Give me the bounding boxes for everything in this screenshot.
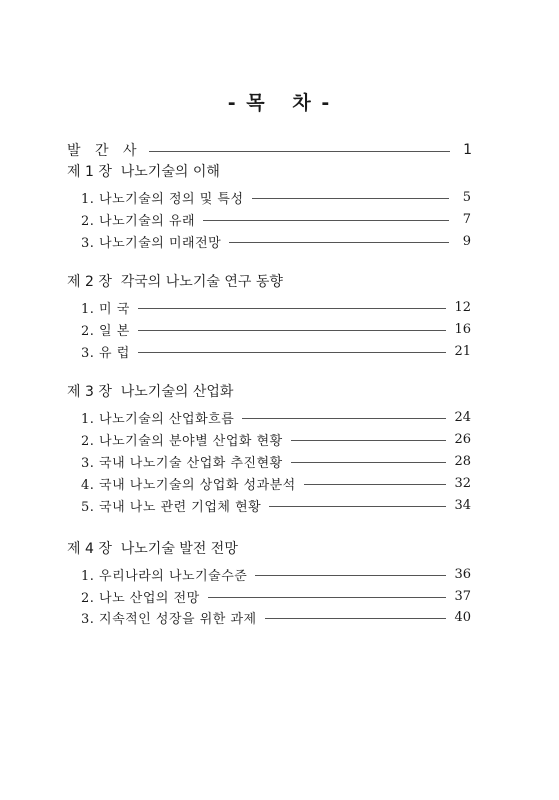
toc-page-number: 7: [462, 211, 471, 227]
toc-entry-preface[interactable]: [67, 140, 472, 160]
dot-leader: [229, 242, 449, 243]
toc-page-number: 37: [454, 588, 471, 604]
toc-page-number: 34: [454, 497, 471, 513]
toc-page-number: 1: [463, 142, 472, 158]
toc-page-number: 28: [454, 453, 471, 469]
dot-leader: [203, 220, 449, 221]
toc-entry-label: 3. 지속적인 성장을 위한 과제: [81, 611, 257, 627]
toc-entry[interactable]: [81, 231, 471, 251]
toc-entry-label: 2. 일 본: [81, 323, 130, 339]
toc-entry[interactable]: [81, 607, 471, 627]
dot-leader: [138, 330, 447, 331]
dot-leader: [138, 308, 447, 309]
toc-entry-label: 2. 나노기술의 유래: [81, 213, 196, 229]
toc-page-number: 21: [454, 343, 471, 359]
toc-page-number: 24: [454, 409, 471, 425]
toc-entry-label: 3. 국내 나노기술 산업화 추진현황: [81, 455, 283, 471]
dot-leader: [304, 484, 447, 485]
toc-entry-label: 1. 나노기술의 산업화흐름: [81, 411, 235, 427]
toc-page-number: 9: [462, 233, 471, 249]
toc-page-number: 32: [454, 475, 471, 491]
toc-entry-label: 2. 나노기술의 분야별 산업화 현황: [81, 433, 283, 449]
dot-leader: [138, 352, 447, 353]
toc-entry[interactable]: [81, 209, 471, 229]
toc-entry-label: 4. 국내 나노기술의 상업화 성과분석: [81, 477, 296, 493]
toc-entry[interactable]: [81, 473, 471, 493]
dot-leader: [265, 618, 447, 619]
chapter-heading: 제 3 장 나노기술의 산업화: [67, 384, 234, 400]
dot-leader: [242, 418, 446, 419]
toc-entry-label: 5. 국내 나노 관련 기업체 현황: [81, 499, 262, 515]
dot-leader: [252, 198, 449, 199]
toc-entry[interactable]: [81, 187, 471, 207]
toc-entry[interactable]: [81, 451, 471, 471]
toc-entry[interactable]: [81, 564, 471, 584]
toc-entry-label: 발 간 사: [67, 143, 142, 159]
toc-entry-label: 3. 나노기술의 미래전망: [81, 235, 222, 251]
toc-entry-label: 1. 우리나라의 나노기술수준: [81, 568, 248, 584]
toc-title: - 목 차 -: [227, 92, 332, 114]
chapter-heading: 제 4 장 나노기술 발전 전망: [67, 541, 238, 557]
toc-entry[interactable]: [81, 495, 471, 515]
toc-entry[interactable]: [81, 319, 471, 339]
dot-leader: [291, 462, 447, 463]
toc-page-number: 12: [454, 299, 471, 315]
toc-page-number: 40: [454, 609, 471, 625]
toc-page-number: 5: [462, 189, 471, 205]
toc-entry[interactable]: [81, 429, 471, 449]
toc-entry[interactable]: [81, 297, 471, 317]
toc-page-number: 16: [454, 321, 471, 337]
dot-leader: [291, 440, 447, 441]
dot-leader: [255, 575, 446, 576]
dot-leader: [208, 597, 447, 598]
toc-entry-label: 1. 미 국: [81, 301, 130, 317]
toc-entry-label: 2. 나노 산업의 전망: [81, 590, 200, 606]
toc-page-number: 36: [454, 566, 471, 582]
toc-entry-label: 3. 유 럽: [81, 345, 130, 361]
dot-leader: [269, 506, 446, 507]
chapter-heading: 제 1 장 나노기술의 이해: [67, 164, 220, 180]
toc-page-number: 26: [454, 431, 471, 447]
toc-entry-label: 1. 나노기술의 정의 및 특성: [81, 191, 244, 207]
chapter-heading: 제 2 장 각국의 나노기술 연구 동향: [67, 274, 283, 290]
toc-entry[interactable]: [81, 341, 471, 361]
dot-leader: [149, 151, 450, 152]
toc-entry[interactable]: [81, 407, 471, 427]
toc-entry[interactable]: [81, 586, 471, 606]
